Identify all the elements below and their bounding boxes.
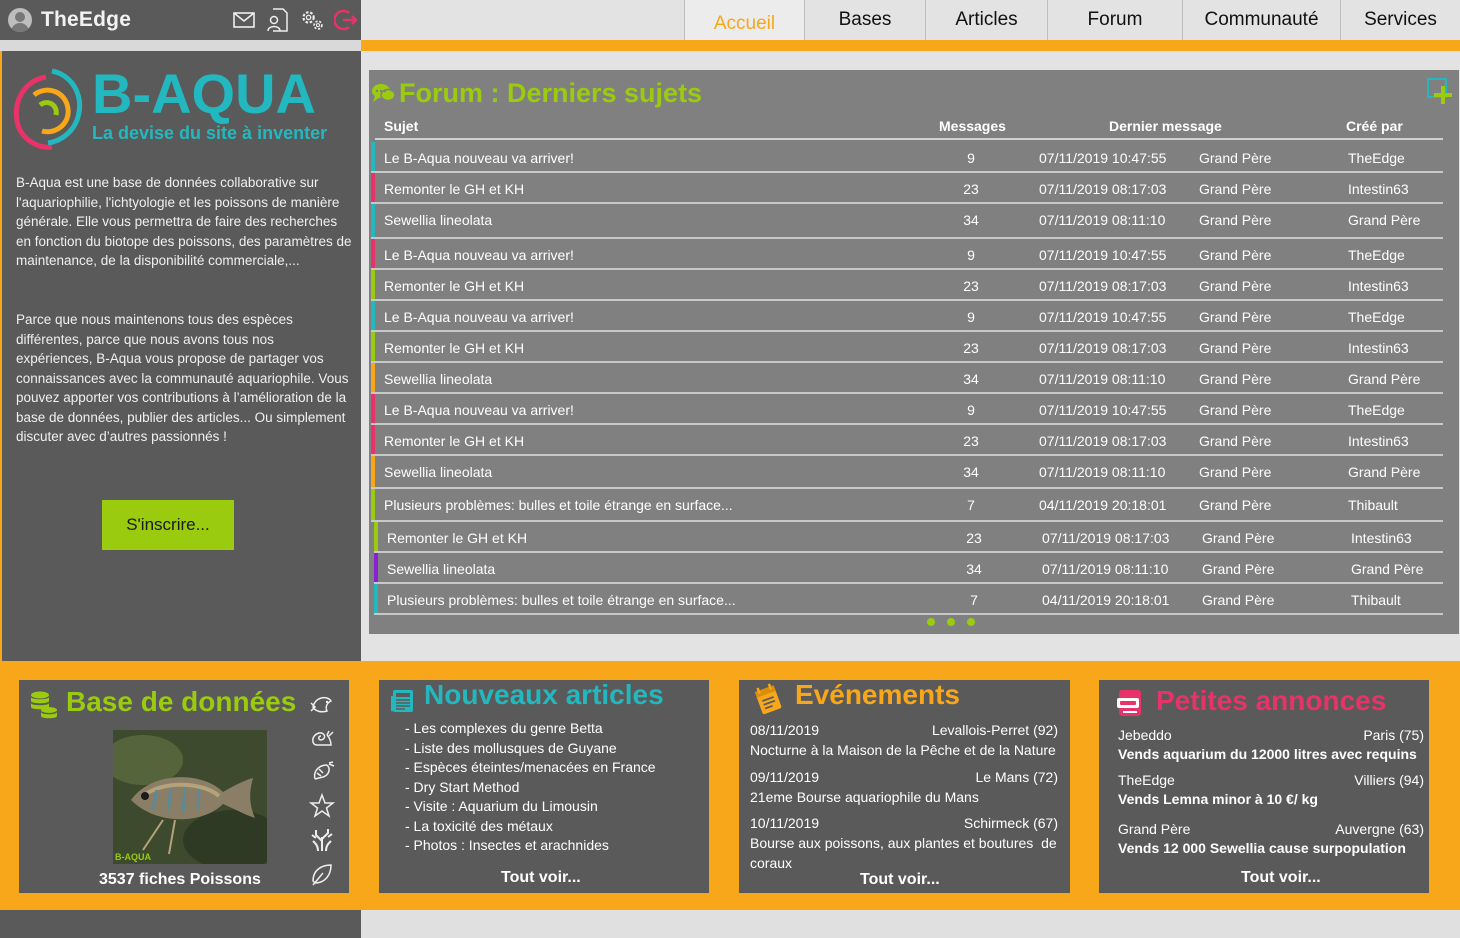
topic-message-count: 34 <box>966 561 982 577</box>
fish-photo[interactable] <box>113 730 267 864</box>
topic-last-author[interactable]: Grand Père <box>1199 497 1272 513</box>
topic-creator[interactable]: Grand Père <box>1348 464 1421 480</box>
database-title[interactable]: Base de données <box>66 686 297 717</box>
topic-last-author[interactable]: Grand Père <box>1199 371 1272 387</box>
topic-message-count: 9 <box>967 402 975 418</box>
topic-last-date: 04/11/2019 20:18:01 <box>1042 592 1170 608</box>
events-title[interactable]: Evénements <box>795 679 960 710</box>
user-doc-icon[interactable] <box>266 8 290 32</box>
ads-title[interactable]: Petites annonces <box>1156 685 1387 716</box>
shrimp-icon[interactable] <box>309 758 335 785</box>
topic-last-author[interactable]: Grand Père <box>1199 150 1272 166</box>
topic-subject[interactable]: Remonter le GH et KH <box>384 340 525 356</box>
topic-creator[interactable]: TheEdge <box>1348 309 1405 325</box>
topic-last-date: 07/11/2019 10:47:55 <box>1039 150 1167 166</box>
topic-message-count: 23 <box>963 340 979 356</box>
topic-color-bar <box>371 394 375 423</box>
col-messages[interactable]: Messages <box>939 118 1006 134</box>
nav-accueil[interactable]: Accueil <box>684 0 804 48</box>
event-date: 10/11/2019 <box>750 815 820 831</box>
event-description: Nocturne à la Maison de la Pêche et de la Nature <box>750 742 1056 758</box>
logout-icon[interactable] <box>334 8 358 32</box>
forum-topic-row[interactable] <box>371 301 1443 332</box>
events-card <box>739 680 1070 893</box>
intro-paragraph-2: Parce que nous maintenons tous des espèces différentes, parce que nous avons tous nos expériences, B-Aqua vous propose de partager vos connaissances avec la communauté aquariophile. Vous pouvez apporter vos contributions à l’amélioration de la base de données, publier des articles... Ou simplement discuter avec d’autres passionnés ! <box>16 312 349 444</box>
ad-text: Vends 12 000 Sewellia cause surpopulation <box>1118 840 1406 856</box>
forum-topic-row[interactable] <box>374 522 1443 553</box>
database-icon <box>29 690 59 725</box>
topic-last-author[interactable]: Grand Père <box>1202 592 1275 608</box>
plant-icon[interactable] <box>309 860 335 887</box>
forum-topic-row[interactable] <box>374 553 1443 584</box>
topic-creator[interactable]: TheEdge <box>1348 150 1405 166</box>
event-date: 08/11/2019 <box>750 722 820 738</box>
site-name[interactable]: TheEdge <box>41 8 132 31</box>
topic-color-bar <box>371 142 375 171</box>
page-dot[interactable] <box>967 618 975 626</box>
articles-list <box>405 719 656 856</box>
topic-last-author[interactable]: Grand Père <box>1199 247 1272 263</box>
topic-creator[interactable]: Thibault <box>1351 592 1401 608</box>
articles-title[interactable]: Nouveaux articles <box>424 679 664 710</box>
topic-last-author[interactable]: Grand Père <box>1199 181 1272 197</box>
topic-message-count: 7 <box>970 592 978 608</box>
database-card <box>19 680 349 893</box>
topic-subject[interactable]: Sewellia lineolata <box>384 212 493 228</box>
topic-creator[interactable]: Grand Père <box>1351 561 1424 577</box>
topic-subject[interactable]: Le B-Aqua nouveau va arriver! <box>384 402 574 418</box>
topic-creator[interactable]: TheEdge <box>1348 402 1405 418</box>
topic-color-bar <box>374 584 378 613</box>
logo-text: B-AQUA <box>92 65 316 125</box>
topic-subject[interactable]: Remonter le GH et KH <box>384 181 525 197</box>
ad-user: Grand Père <box>1118 821 1191 837</box>
articles-see-all[interactable]: Tout voir... <box>501 869 581 886</box>
topic-subject[interactable]: Plusieurs problèmes: bulles et toile étrange en surface... <box>387 592 736 608</box>
topic-last-date: 07/11/2019 08:17:03 <box>1039 340 1167 356</box>
page-dot[interactable] <box>947 618 955 626</box>
topic-subject[interactable]: Le B-Aqua nouveau va arriver! <box>384 247 574 263</box>
topic-subject[interactable]: Le B-Aqua nouveau va arriver! <box>384 309 574 325</box>
topic-color-bar <box>371 489 375 520</box>
topic-creator[interactable]: Thibault <box>1348 497 1398 513</box>
topic-color-bar <box>374 522 378 551</box>
topic-last-date: 07/11/2019 08:17:03 <box>1039 278 1167 294</box>
topic-color-bar <box>371 204 375 237</box>
add-topic-icon[interactable] <box>1427 78 1455 111</box>
forum-topic-row[interactable] <box>371 394 1443 425</box>
topic-last-date: 07/11/2019 08:17:03 <box>1039 433 1167 449</box>
topic-color-bar <box>371 173 375 202</box>
sidebar <box>0 51 361 661</box>
ad-location: Paris (75) <box>1363 727 1424 743</box>
footer-right <box>361 910 1460 938</box>
ads-card <box>1099 680 1429 893</box>
event-description: 21eme Bourse aquariophile du Mans <box>750 789 979 805</box>
topic-last-author[interactable]: Grand Père <box>1199 278 1272 294</box>
topic-creator[interactable]: Intestin63 <box>1348 278 1409 294</box>
pagination-dots[interactable] <box>927 618 975 626</box>
site-tagline: La devise du site à inventer <box>92 123 328 143</box>
article-link[interactable]: - Liste des mollusques de Guyane <box>405 739 617 756</box>
top-bar <box>0 0 1460 40</box>
forum-topic-row[interactable] <box>371 456 1443 489</box>
ad-text: Vends aquarium du 12000 litres avec requins <box>1118 746 1417 762</box>
ads-see-all[interactable]: Tout voir... <box>1241 869 1321 886</box>
nav-services[interactable]: Services <box>1340 0 1460 40</box>
header-underline <box>361 40 1460 51</box>
forum-topic-row[interactable] <box>374 584 1443 615</box>
topic-creator[interactable]: Grand Père <box>1348 212 1421 228</box>
forum-topic-row[interactable] <box>371 239 1443 270</box>
nav-bases[interactable]: Bases <box>804 0 925 40</box>
page-dot[interactable] <box>927 618 935 626</box>
nav-communaute[interactable]: Communauté <box>1182 0 1340 40</box>
event-place: Le Mans (72) <box>975 769 1058 785</box>
forum-title: Forum : Derniers sujets <box>399 78 703 108</box>
signup-button[interactable]: S'inscrire... <box>102 500 234 550</box>
nav-forum[interactable]: Forum <box>1047 0 1182 40</box>
newspaper-icon <box>389 688 415 719</box>
article-link[interactable]: - Visite : Aquarium du Limousin <box>405 798 598 814</box>
topic-last-date: 07/11/2019 08:11:10 <box>1039 464 1166 480</box>
topic-message-count: 9 <box>967 247 975 263</box>
topic-message-count: 34 <box>963 212 979 228</box>
article-link[interactable]: - Les complexes du genre Betta <box>405 720 603 736</box>
topic-last-author[interactable]: Grand Père <box>1199 212 1272 228</box>
ad-card-icon <box>1115 688 1143 723</box>
article-link[interactable]: - Photos : Insectes et arachnides <box>405 837 609 853</box>
forum-box <box>369 70 1459 634</box>
topic-last-author[interactable]: Grand Père <box>1199 464 1272 480</box>
calendar-icon <box>753 682 783 721</box>
intro-paragraph-1: B-Aqua est une base de données collaborative sur l'aquariophilie, l'ichtyologie et les poissons de manière générale. Elle vous permettra de faire des recherches en fonction du biotope des poissons, des paramètres de maintenance, de la disponibilité commerciale,... <box>16 175 352 268</box>
topic-color-bar <box>374 553 378 582</box>
topic-creator[interactable]: Intestin63 <box>1348 340 1409 356</box>
topic-color-bar <box>371 363 375 392</box>
events-see-all[interactable]: Tout voir... <box>860 871 940 888</box>
settings-icon[interactable] <box>300 8 324 32</box>
topic-color-bar <box>371 301 375 330</box>
topic-last-date: 04/11/2019 20:18:01 <box>1039 497 1167 513</box>
forum-topic-row[interactable] <box>371 204 1443 239</box>
ad-text: Vends Lemna minor à 10 €/ kg <box>1118 791 1318 807</box>
topic-color-bar <box>371 425 375 454</box>
topic-color-bar <box>371 456 375 487</box>
article-link[interactable]: - Dry Start Method <box>405 778 520 795</box>
coral-icon[interactable] <box>309 826 335 853</box>
topic-subject[interactable]: Remonter le GH et KH <box>384 278 525 294</box>
starfish-icon[interactable] <box>309 792 335 819</box>
topic-subject[interactable]: Le B-Aqua nouveau va arriver! <box>384 150 574 166</box>
fish-icon[interactable] <box>309 690 335 717</box>
topic-color-bar <box>371 270 375 299</box>
forum-topic-row[interactable] <box>371 270 1443 301</box>
topic-last-date: 07/11/2019 10:47:55 <box>1039 309 1167 325</box>
fish-count[interactable]: 3537 fiches Poissons <box>99 871 261 888</box>
topic-last-date: 07/11/2019 08:17:03 <box>1042 530 1170 546</box>
forum-topic-row[interactable] <box>371 363 1443 394</box>
topic-last-date: 07/11/2019 08:11:10 <box>1039 371 1166 387</box>
forum-topic-row[interactable] <box>371 425 1443 456</box>
snail-icon[interactable] <box>309 724 335 751</box>
forum-rows <box>371 142 1443 615</box>
event-date: 09/11/2019 <box>750 769 820 785</box>
ad-location: Villiers (94) <box>1354 772 1424 788</box>
forum-panel <box>361 51 1460 661</box>
mail-icon[interactable] <box>232 8 256 32</box>
topic-last-date: 07/11/2019 08:17:03 <box>1039 181 1167 197</box>
topic-creator[interactable]: Grand Père <box>1348 371 1421 387</box>
topic-subject[interactable]: Remonter le GH et KH <box>387 530 528 546</box>
avatar-icon[interactable] <box>8 8 32 32</box>
topic-message-count: 23 <box>966 530 982 546</box>
article-link[interactable]: - Espèces éteintes/menacées en France <box>405 759 656 775</box>
topic-last-author[interactable]: Grand Père <box>1199 402 1272 418</box>
bottom-band <box>0 661 1460 910</box>
topic-last-author[interactable]: Grand Père <box>1199 309 1272 325</box>
topic-creator[interactable]: Intestin63 <box>1348 181 1409 197</box>
user-brand-area <box>0 0 361 40</box>
col-subject[interactable]: Sujet <box>384 118 419 134</box>
col-created-by[interactable]: Créé par <box>1346 118 1403 134</box>
topic-message-count: 9 <box>967 150 975 166</box>
database-categories <box>309 690 335 887</box>
forum-table-header <box>375 116 1443 140</box>
topic-subject[interactable]: Sewellia lineolata <box>384 371 493 387</box>
topic-last-date: 07/11/2019 10:47:55 <box>1039 247 1167 263</box>
topic-subject[interactable]: Sewellia lineolata <box>384 464 493 480</box>
topic-subject[interactable]: Sewellia lineolata <box>387 561 496 577</box>
chat-bubbles-icon <box>371 82 397 109</box>
topic-message-count: 7 <box>967 497 975 513</box>
topic-message-count: 23 <box>963 181 979 197</box>
col-last-message[interactable]: Dernier message <box>1109 118 1222 134</box>
article-link[interactable]: - La toxicité des métaux <box>405 817 553 834</box>
user-tools <box>232 8 358 32</box>
topic-last-author[interactable]: Grand Père <box>1202 561 1275 577</box>
topic-last-date: 07/11/2019 08:11:10 <box>1042 561 1169 577</box>
forum-topic-row[interactable] <box>371 489 1443 522</box>
ad-location: Auvergne (63) <box>1335 821 1424 837</box>
topic-message-count: 23 <box>963 433 979 449</box>
photo-watermark: B-AQUA <box>115 852 151 862</box>
nav-articles[interactable]: Articles <box>925 0 1047 40</box>
topic-subject[interactable]: Remonter le GH et KH <box>384 433 525 449</box>
topic-creator[interactable]: Intestin63 <box>1351 530 1412 546</box>
event-place: Levallois-Perret (92) <box>931 722 1058 738</box>
topic-message-count: 34 <box>963 371 979 387</box>
topic-subject[interactable]: Plusieurs problèmes: bulles et toile étrange en surface... <box>384 497 733 513</box>
topic-last-author[interactable]: Grand Père <box>1202 530 1275 546</box>
topic-message-count: 9 <box>967 309 975 325</box>
main-nav <box>684 0 1460 40</box>
footer-left <box>0 910 361 938</box>
topic-last-author[interactable]: Grand Père <box>1199 340 1272 356</box>
topic-creator[interactable]: TheEdge <box>1348 247 1405 263</box>
event-description: Bourse aux poissons, aux plantes et boutures de coraux <box>750 835 1057 871</box>
topic-last-date: 07/11/2019 10:47:55 <box>1039 402 1167 418</box>
forum-topic-row[interactable] <box>371 142 1443 173</box>
event-place: Schirmeck (67) <box>963 815 1058 831</box>
topic-last-date: 07/11/2019 08:11:10 <box>1039 212 1166 228</box>
forum-topic-row[interactable] <box>371 173 1443 204</box>
topic-color-bar <box>371 332 375 361</box>
articles-card <box>379 680 709 893</box>
topic-creator[interactable]: Intestin63 <box>1348 433 1409 449</box>
topic-message-count: 34 <box>963 464 979 480</box>
forum-topic-row[interactable] <box>371 332 1443 363</box>
ad-user: Jebeddo <box>1118 727 1172 743</box>
topic-last-author[interactable]: Grand Père <box>1199 433 1272 449</box>
topic-color-bar <box>371 239 375 268</box>
topic-message-count: 23 <box>963 278 979 294</box>
ad-user: TheEdge <box>1118 772 1175 788</box>
